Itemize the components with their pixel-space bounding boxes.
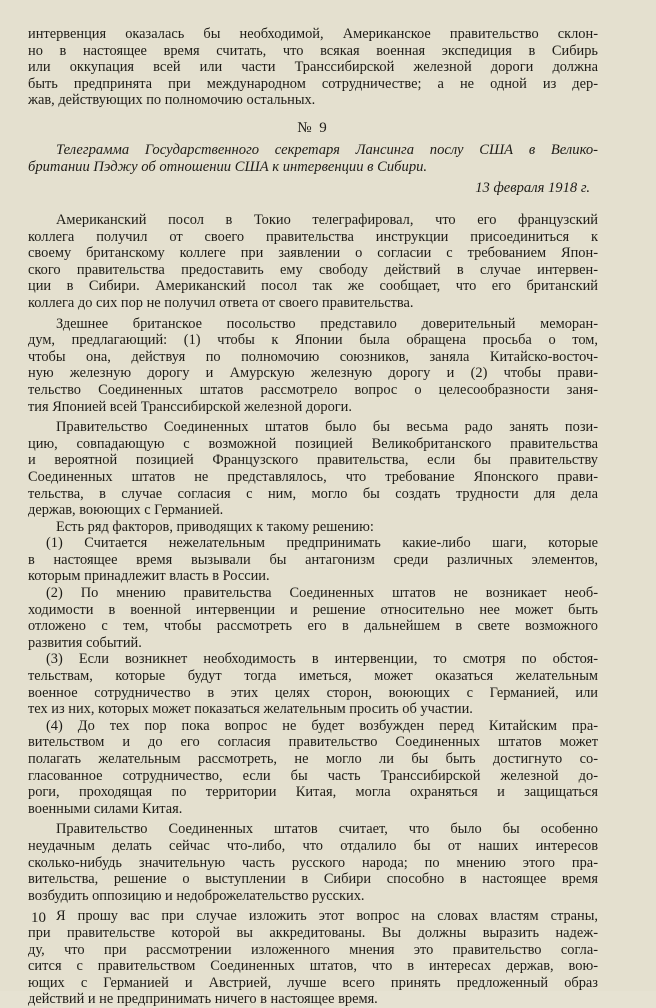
text-line: коллега получил от своего правительства инструкции присоединиться к: [28, 228, 598, 245]
text-line: при правительстве которой вы аккредитованы. Вы должны выразить надеж-: [28, 924, 598, 941]
text-line: держав, воюющих с Германией.: [28, 502, 224, 519]
text-line: сколько-нибудь значительную часть русского народа; по мнению этого пра-: [28, 854, 598, 871]
text-line: действий и не предпринимать ничего в настоящее время.: [28, 991, 378, 1008]
title-line: Телеграмма Государственного секретаря Лансинга послу США в Велико-: [56, 142, 598, 158]
text-line: ского правительства предоставить ему свободу действий в случае интервен-: [28, 261, 598, 278]
paragraph-1: [28, 212, 598, 312]
text-line: отложено с тем, чтобы рассмотреть его в дальнейшем в свете возможного: [28, 618, 598, 635]
text-line: роги, проходящая по территории Китая, могла охраняться и защищаться: [28, 784, 598, 801]
text-line: ную железную дорогу и Амурскую железную дорогу и (2) чтобы прави-: [28, 365, 598, 382]
text-line: Правительство Соединенных штатов считает, что было бы особенно: [56, 821, 598, 838]
text-line: Американский посол в Токио телеграфировал, что его французский: [56, 212, 598, 228]
text-line: но в настоящее время считать, что всякая военная экспедиция в Сибирь: [28, 42, 598, 59]
text-line: Здешнее британское посольство представило доверительный меморан-: [56, 315, 598, 332]
text-line: Есть ряд факторов, приводящих к такому решению:: [56, 518, 374, 535]
text-line: (1) Считается нежелательным предпринимать какие-либо шаги, которые: [46, 535, 598, 552]
text-line: дум, предлагающий: (1) чтобы к Японии была обращена просьба о том,: [28, 332, 598, 349]
intro-paragraph: [28, 26, 598, 109]
text-line: полагать желательным рассмотреть, не могло ли бы быть достигнуто со-: [28, 751, 598, 767]
title-line: британии Пэджу об отношении США к интервенции в Сибири.: [28, 159, 428, 175]
document-title: [28, 142, 598, 176]
text-line: чтобы она, действуя по полномочию союзников, заняла Китайско-восточ-: [28, 348, 598, 365]
text-line: тия Японией всей Транссибирской железной дороги.: [28, 398, 352, 415]
text-line: и вероятной позицией Французского правительства, если бы правительству: [28, 452, 598, 469]
text-line: которым принадлежит власть в России.: [28, 568, 270, 585]
document-number: № 9: [297, 120, 329, 136]
text-line: сится с правительством Соединенных штатов, что в интересах держав, вою-: [28, 958, 598, 975]
text-line: военными силами Китая.: [28, 800, 183, 817]
text-line: вительства, решение о выступлении в Сибири способно в настоящее время: [28, 871, 598, 888]
document-date: 13 февраля 1918 г.: [475, 180, 590, 196]
text-line: тельствам, которые будут тогда иметься, может оказаться желательным: [28, 668, 598, 685]
text-line: в настоящее время вызывали бы антагонизм среди различных элементов,: [28, 551, 598, 568]
text-line: (4) До тех пор пока вопрос не будет возбужден перед Китайским пра-: [46, 717, 598, 734]
text-line: (2) По мнению правительства Соединенных штатов не возникает необ-: [46, 585, 598, 602]
text-line: ющих с Германией и Австрией, лучше всего принять предложенный образ: [28, 974, 598, 991]
text-line: развития событий.: [28, 634, 142, 651]
text-line: тех из них, которых может показаться желательным просить об участии.: [28, 701, 473, 718]
paragraph-4: [28, 519, 598, 536]
text-line: ции в Сибири. Американский посол так же сообщает, что его британский: [28, 278, 598, 295]
paragraph-item-3: [28, 651, 598, 717]
paragraph-item-2: [28, 585, 598, 651]
paragraph-item-4: [28, 718, 598, 818]
text-line: гласованное сотрудничество, если бы часть Транссибирской железной до-: [28, 767, 598, 784]
paragraph-2: [28, 316, 598, 416]
text-line: цию, совпадающую с возможной позицией Великобританского правительства: [28, 435, 598, 452]
paragraph-3: [28, 419, 598, 519]
text-line: возбудить оппозицию и недоброжелательство русских.: [28, 887, 365, 904]
text-line: ду, что при рассмотрении изложенного мнения это правительство согла-: [28, 941, 598, 958]
text-line: военное сотрудничество в этих целях сторон, воюющих с Германией, или: [28, 684, 598, 701]
text-line: вительством и до его согласия правительство Соединенных штатов может: [28, 734, 598, 751]
paragraph-6: [28, 908, 598, 1008]
text-line: тельства, в случае согласия с ним, могло бы создать трудности для дела: [28, 485, 598, 502]
paragraph-item-1: [28, 535, 598, 585]
text-line: Правительство Соединенных штатов было бы весьма радо занять пози-: [56, 419, 598, 436]
text-line: (3) Если возникнет необходимость в интервенции, то смотря по обстоя-: [46, 651, 598, 668]
text-line: быть предпринята при международном сотрудничестве; а не одной из дер-: [28, 75, 598, 92]
text-line: неудачным делать сейчас что-либо, что отдалило бы от наших интересов: [28, 837, 598, 854]
page-number: 10: [31, 910, 46, 926]
paragraph-5: [28, 821, 598, 904]
document-body: [28, 212, 598, 1008]
text-line: Соединенных штатов не представлялось, что требование Японского прави-: [28, 468, 598, 485]
text-line: или оккупация всей или части Транссибирской железной дороги должна: [28, 59, 598, 76]
text-line: ходимости в военной интервенции и решение относительно нее может быть: [28, 601, 598, 618]
text-line: интервенция оказалась бы необходимой, Американское правительство склон-: [28, 26, 598, 42]
text-line: коллега до сих пор не получил ответа от своего правительства.: [28, 294, 414, 311]
text-line: жав, действующих по полномочию остальных.: [28, 92, 316, 109]
text-line: тельство Соединенных штатов рассмотрело вопрос о целесообразности заня-: [28, 381, 598, 398]
text-line: Я прошу вас при случае изложить этот вопрос на словах властям страны,: [56, 908, 598, 925]
text-line: своему британскому коллеге при заявлении о согласии с требованием Япон-: [28, 245, 598, 262]
